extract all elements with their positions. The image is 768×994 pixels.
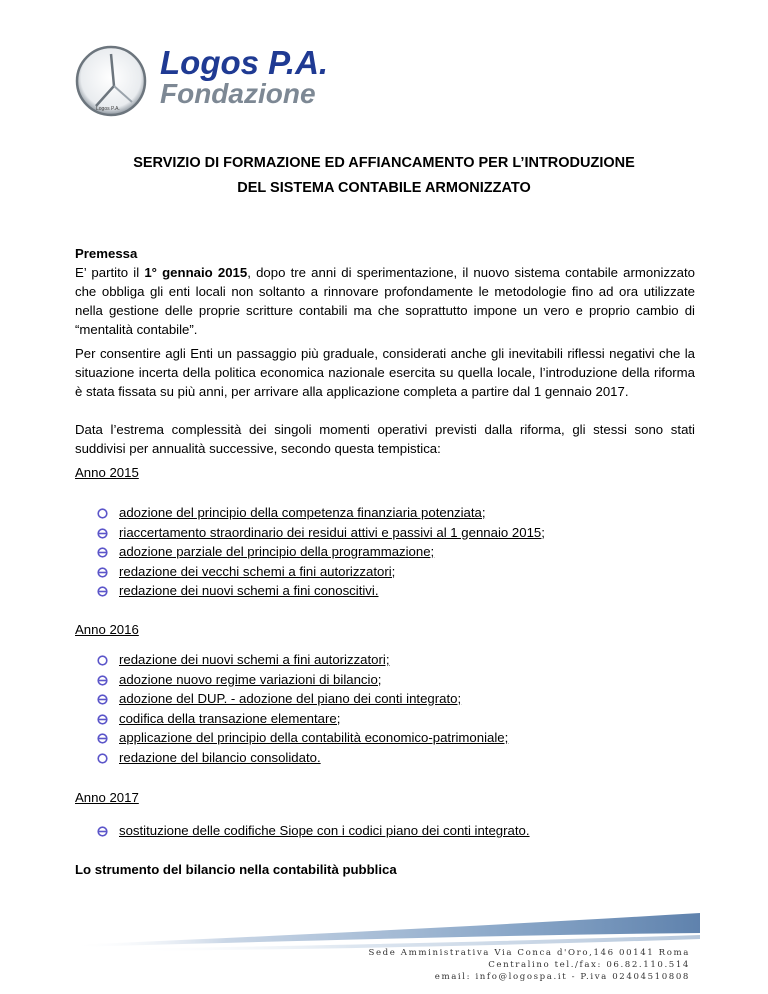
premessa-heading: Premessa <box>75 246 138 261</box>
list-item: redazione dei vecchi schemi a fini autorizzatori; <box>97 562 545 582</box>
theta-bullet-icon <box>97 733 108 744</box>
theta-bullet-icon <box>97 714 108 725</box>
section-heading: Lo strumento del bilancio nella contabilità pubblica <box>75 862 397 877</box>
list-item: adozione nuovo regime variazioni di bilancio; <box>97 670 508 690</box>
footer-address <box>369 947 691 983</box>
year-2015-list <box>97 503 545 601</box>
theta-bullet-icon <box>97 675 108 686</box>
logo <box>74 40 354 120</box>
list-item: sostituzione delle codifiche Siope con i codici piano dei conti integrato. <box>97 821 530 841</box>
circle-bullet-icon <box>97 655 108 666</box>
theta-bullet-icon <box>97 567 108 578</box>
logo-emblem-icon <box>74 44 148 118</box>
theta-bullet-icon <box>97 826 108 837</box>
svg-text:Logos P.A.: Logos P.A. <box>96 106 120 112</box>
premessa-paragraph-2: Per consentire agli Enti un passaggio più graduale, considerati anche gli inevitabili riflessi negativi che la situazione incerta della politica economica nazionale esercita su quella locale, l’introduzione della riforma è stata fissata su più anni, per arrivare alla applicazione completa a partire dal 1 gennaio 2017. <box>75 346 695 399</box>
premessa-paragraph-3: Data l’estrema complessità dei singoli momenti operativi previsti dalla riforma, gli stessi sono stati suddivisi per annualità successive, secondo questa tempistica: <box>75 422 695 456</box>
list-item: redazione dei nuovi schemi a fini conoscitivi. <box>97 581 545 601</box>
logo-subtitle: Fondazione <box>160 78 316 109</box>
theta-bullet-icon <box>97 694 108 705</box>
list-item: adozione parziale del principio della programmazione; <box>97 542 545 562</box>
list-item: adozione del principio della competenza finanziaria potenziata; <box>97 503 545 523</box>
year-2017-label: Anno 2017 <box>75 790 139 805</box>
premessa-paragraph-1: E’ partito il 1° gennaio 2015, dopo tre anni di sperimentazione, il nuovo sistema contabile armonizzato che obbliga gli enti locali non soltanto a rinnovare profondamente le metodologie fino ad ora utilizzate nella gestione delle proprie scritture contabili ma che soprattutto impone un vero e proprio cambio di “mentalità contabile”. <box>75 265 695 337</box>
list-item: applicazione del principio della contabilità economico-patrimoniale; <box>97 728 508 748</box>
footer-line-1: Sede Amministrativa Via Conca d'Oro,146 00141 Roma <box>368 948 690 958</box>
theta-bullet-icon <box>97 547 108 558</box>
circle-bullet-icon <box>97 753 108 764</box>
theta-bullet-icon <box>97 586 108 597</box>
theta-bullet-icon <box>97 528 108 539</box>
year-2016-label: Anno 2016 <box>75 622 139 637</box>
document-title-line1: SERVIZIO DI FORMAZIONE ED AFFIANCAMENTO PER L’INTRODUZIONE <box>133 155 635 171</box>
list-item: redazione del bilancio consolidato. <box>97 748 508 768</box>
footer-line-3: email: info@logospa.it - P.iva 02404510808 <box>434 972 690 982</box>
list-item: adozione del DUP. - adozione del piano dei conti integrato; <box>97 689 508 709</box>
document-title-line2: DEL SISTEMA CONTABILE ARMONIZZATO <box>237 180 531 196</box>
footer-line-2: Centralino tel./fax: 06.82.110.514 <box>488 960 690 970</box>
list-item: codifica della transazione elementare; <box>97 709 508 729</box>
premessa-section <box>75 244 695 339</box>
year-2017-list <box>97 821 530 841</box>
list-item: redazione dei nuovi schemi a fini autorizzatori; <box>97 650 508 670</box>
year-2015-label: Anno 2015 <box>75 465 139 480</box>
list-item: riaccertamento straordinario dei residui attivi e passivi al 1 gennaio 2015; <box>97 523 545 543</box>
circle-bullet-icon <box>97 508 108 519</box>
logo-name: Logos P.A. <box>160 44 329 81</box>
year-2016-list <box>97 650 508 767</box>
